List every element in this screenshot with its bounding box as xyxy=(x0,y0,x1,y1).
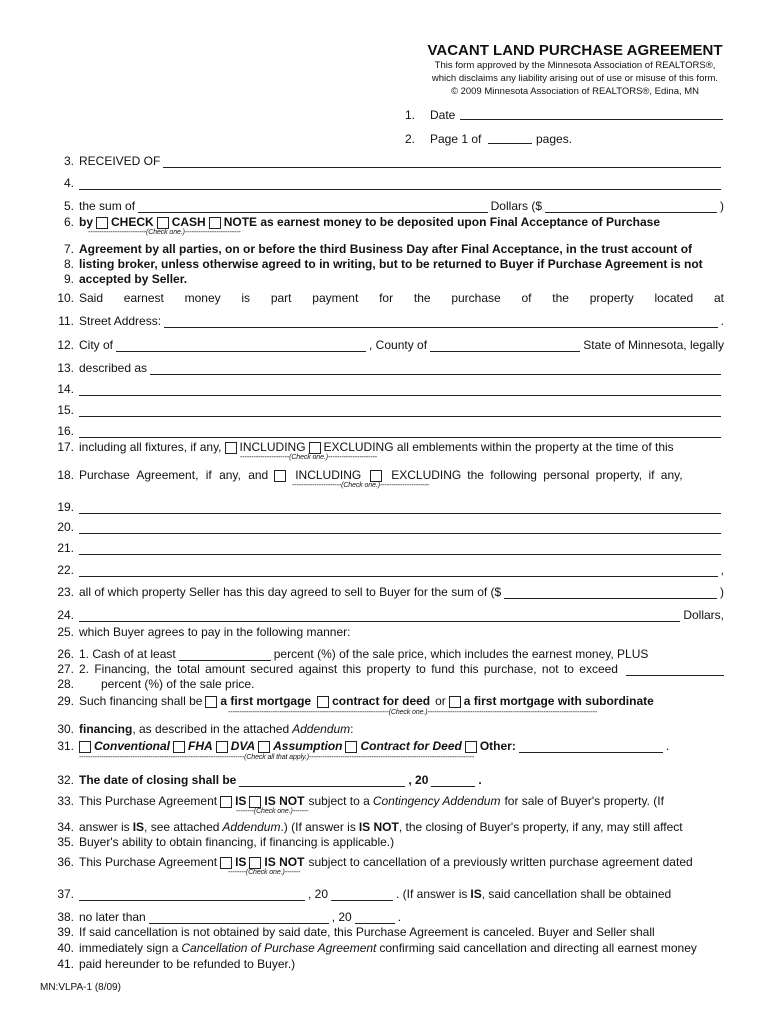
period: . xyxy=(478,773,482,787)
prior-agreement-year-field[interactable] xyxy=(331,890,393,901)
financing-text: 2. Financing, the total amount secured against this property to fund this purchase, not to exceed xyxy=(79,662,618,676)
legal-description-field[interactable] xyxy=(150,364,721,375)
excluding-emblements-text: EXCLUDING all emblements within the property at the time of this xyxy=(323,440,674,454)
fha-checkbox[interactable] xyxy=(173,741,185,753)
contract-for-deed-label: contract for deed xyxy=(332,694,431,708)
line-number: 28. xyxy=(57,677,74,691)
conventional-label: Conventional xyxy=(94,739,171,753)
copyright: © 2009 Minnesota Association of REALTORS®, Edina, MN xyxy=(450,86,700,97)
cancellation-text: subject to cancellation of a previously written purchase agreement dated xyxy=(308,855,693,869)
is-label: IS xyxy=(235,855,247,869)
described-as-label: described as xyxy=(79,361,148,375)
pa-label: This Purchase Agreement xyxy=(79,855,218,869)
other-checkbox[interactable] xyxy=(465,741,477,753)
sum-of-field[interactable] xyxy=(138,202,488,213)
line-number: 33. xyxy=(57,794,74,808)
line-number: 8. xyxy=(63,257,74,271)
contingency-is-not-checkbox[interactable] xyxy=(249,796,261,808)
line-25: which Buyer agrees to pay in the following manner: xyxy=(79,625,351,639)
city-label: City of xyxy=(79,338,114,352)
closing-year-field[interactable] xyxy=(431,776,475,787)
line-number: 30. xyxy=(57,722,74,736)
line-number: 37. xyxy=(57,887,74,901)
dva-label: DVA xyxy=(230,739,256,753)
first-mortgage-subordinate-checkbox[interactable] xyxy=(449,696,461,708)
line-21-field[interactable] xyxy=(79,544,721,555)
word: located xyxy=(654,291,694,305)
word: property xyxy=(589,291,634,305)
financing-label: financing xyxy=(79,722,133,736)
received-of-label: RECEIVED OF xyxy=(79,154,161,168)
line-39: If said cancellation is not obtained by said date, this Purchase Agreement is canceled. Buyer and Seller shall xyxy=(79,925,655,939)
closing-date-field[interactable] xyxy=(239,776,405,787)
county-field[interactable] xyxy=(430,341,580,352)
word: earnest xyxy=(123,291,164,305)
line-number: 23. xyxy=(57,585,74,599)
pa-label: This Purchase Agreement xyxy=(79,794,218,808)
cancellation-year-field[interactable] xyxy=(355,913,395,924)
fixtures-text: including all fixtures, if any, xyxy=(79,440,222,454)
street-address-field[interactable] xyxy=(164,317,718,328)
including-label: INCLUDING xyxy=(239,440,306,454)
assumption-checkbox[interactable] xyxy=(258,741,270,753)
street-address-label: Street Address: xyxy=(79,314,162,328)
other-label: Other: xyxy=(479,739,516,753)
line-14-field[interactable] xyxy=(79,385,721,396)
word: of xyxy=(521,291,532,305)
close-paren: ) xyxy=(720,585,724,599)
word: for xyxy=(379,291,394,305)
contract-for-deed-financing-checkbox[interactable] xyxy=(345,741,357,753)
is-not-label: IS NOT xyxy=(264,855,305,869)
contingency-addendum-label: Contingency Addendum xyxy=(372,794,501,808)
closing-date-label: The date of closing shall be xyxy=(79,773,237,787)
check-one-note: ----------------------(Check one.)---------------------- xyxy=(240,454,378,461)
check-one-note: ------------------------------------------------------------------------(Check one.)---------------------------------------------------------------------------- xyxy=(228,709,598,716)
line-number: 12. xyxy=(57,338,74,352)
word: at xyxy=(713,291,724,305)
line-number: 26. xyxy=(57,647,74,661)
word: the xyxy=(413,291,431,305)
period: . xyxy=(397,910,402,924)
line-number: 40. xyxy=(57,941,74,955)
text: , said cancellation shall be obtained xyxy=(481,887,672,901)
including-label: INCLUDING xyxy=(295,468,362,482)
line-number: 2. xyxy=(405,132,416,146)
fha-label: FHA xyxy=(188,739,213,753)
line-number: 11. xyxy=(58,314,74,328)
cash-checkbox[interactable] xyxy=(157,217,169,229)
assumption-label: Assumption xyxy=(273,739,343,753)
line-number: 13. xyxy=(57,361,74,375)
line-number: 25. xyxy=(57,625,74,639)
line-number: 27. xyxy=(57,662,74,676)
line-number: 1. xyxy=(405,108,416,122)
note-checkbox[interactable] xyxy=(209,217,221,229)
line-number: 32. xyxy=(57,773,74,787)
line-number: 14. xyxy=(57,382,74,396)
contingency-is-checkbox[interactable] xyxy=(220,796,232,808)
word: part xyxy=(270,291,292,305)
line-10 xyxy=(79,290,724,305)
excluding-fixtures-checkbox[interactable] xyxy=(309,442,321,454)
line-number: 19. xyxy=(57,500,74,514)
line-number: 41. xyxy=(57,957,74,971)
addendum-label: Addendum xyxy=(292,722,351,736)
line-number: 15. xyxy=(57,403,74,417)
check-label: CHECK xyxy=(111,215,154,229)
other-field[interactable] xyxy=(519,742,663,753)
text: , see attached xyxy=(144,820,220,834)
line-number: 5. xyxy=(63,199,74,213)
year-prefix: , 20 xyxy=(308,887,329,901)
dollars-amount-field[interactable] xyxy=(545,202,717,213)
cancellation-form-label: Cancellation of Purchase Agreement xyxy=(181,941,377,955)
text: .) (If answer is xyxy=(280,820,356,834)
financing-percent-field[interactable] xyxy=(626,665,724,676)
total-pages-field[interactable] xyxy=(488,132,532,144)
line-number: 4. xyxy=(63,176,74,190)
line-number: 16. xyxy=(57,424,74,438)
text: . (If answer is xyxy=(396,887,468,901)
text: immediately sign a xyxy=(79,941,179,955)
period: . xyxy=(665,739,670,753)
line-16-field[interactable] xyxy=(79,427,721,438)
sale-price-amount-field[interactable] xyxy=(504,588,717,599)
line-15-field[interactable] xyxy=(79,406,721,417)
line-number: 29. xyxy=(57,694,74,708)
excluding-label: EXCLUDING xyxy=(391,468,462,482)
line-number: 36. xyxy=(57,855,74,869)
year-prefix: , 20 xyxy=(331,910,352,924)
contract-for-deed-financing-label: Contract for Deed xyxy=(360,739,462,753)
line-number: 34. xyxy=(57,820,74,834)
buyer-property-text: for sale of Buyer's property. (If xyxy=(504,794,664,808)
state-label: State of Minnesota, legally xyxy=(583,338,724,352)
dva-checkbox[interactable] xyxy=(216,741,228,753)
text: confirming said cancellation and directing all earnest money xyxy=(379,941,697,955)
cancellation-is-checkbox[interactable] xyxy=(220,857,232,869)
line-number: 20. xyxy=(57,520,74,534)
is-label: IS xyxy=(235,794,247,808)
line-4-field[interactable] xyxy=(79,179,721,190)
form-id: MN:VLPA-1 (8/09) xyxy=(40,982,121,993)
received-of-field[interactable] xyxy=(163,157,721,168)
line-number: 39. xyxy=(57,925,74,939)
line-number: 9. xyxy=(63,272,74,286)
text: answer is xyxy=(79,820,130,834)
word: payment xyxy=(312,291,359,305)
word: Said xyxy=(79,291,104,305)
text: , the closing of Buyer's property, if any, may still affect xyxy=(398,820,683,834)
contract-for-deed-checkbox[interactable] xyxy=(317,696,329,708)
line-19-field[interactable] xyxy=(79,503,721,514)
word: purchase xyxy=(451,291,501,305)
first-mortgage-checkbox[interactable] xyxy=(205,696,217,708)
line-number: 6. xyxy=(63,215,74,229)
pages-label: pages. xyxy=(536,132,573,146)
first-mortgage-subordinate-label: a first mortgage with subordinate xyxy=(463,694,654,708)
no-later-than-label: no later than xyxy=(79,910,146,924)
county-label: , County of xyxy=(369,338,428,352)
date-field[interactable] xyxy=(460,108,723,120)
following-text: the following personal property, if any, xyxy=(467,468,683,482)
described-attached-text: , as described in the attached xyxy=(132,722,290,736)
check-one-note: --------------------------(Check one.)------------------------- xyxy=(88,229,241,236)
line-20-field[interactable] xyxy=(79,523,721,534)
is-not-label: IS NOT xyxy=(358,820,399,834)
line-7: Agreement by all parties, on or before the third Business Day after Final Acceptance, in the trust account of xyxy=(79,242,693,256)
check-one-note: --------(Check one.)------- xyxy=(236,808,309,815)
or-label: or xyxy=(435,694,446,708)
including-fixtures-checkbox[interactable] xyxy=(225,442,237,454)
by-label: by xyxy=(79,215,94,229)
line-number: 10. xyxy=(57,291,74,305)
line-35: Buyer's ability to obtain financing, if financing is applicable.) xyxy=(79,835,395,849)
dollars-label: Dollars ($ xyxy=(490,199,542,213)
prior-agreement-date-field[interactable] xyxy=(79,890,305,901)
date-label: Date xyxy=(430,108,456,122)
dollars-label: Dollars, xyxy=(683,608,724,622)
check-checkbox[interactable] xyxy=(96,217,108,229)
addendum-label: Addendum xyxy=(222,820,281,834)
line-9: accepted by Seller. xyxy=(79,272,188,286)
line-number: 17. xyxy=(57,440,74,454)
is-label: IS xyxy=(132,820,145,834)
approval-line-1: This form approved by the Minnesota Association of REALTORS®, xyxy=(434,60,716,71)
sum-of-label: the sum of xyxy=(79,199,136,213)
cash-percent-field[interactable] xyxy=(179,650,271,661)
line-28: percent (%) of the sale price. xyxy=(101,677,255,691)
word: the xyxy=(552,291,569,305)
line-8: listing broker, unless otherwise agreed to in writing, but to be returned to Buyer if Purchase Agreement is not xyxy=(79,257,703,271)
line-number: 35. xyxy=(57,835,74,849)
line-41: paid hereunder to be refunded to Buyer.) xyxy=(79,957,296,971)
approval-line-2: which disclaims any liability arising out of use or misuse of this form. xyxy=(431,73,719,84)
including-personal-checkbox[interactable] xyxy=(274,470,286,482)
is-label: IS xyxy=(470,887,482,901)
line-number: 38. xyxy=(57,910,74,924)
line-number: 31. xyxy=(57,739,74,753)
line-22-field[interactable] xyxy=(79,566,718,577)
year-prefix: , 20 xyxy=(408,773,429,787)
first-mortgage-label: a first mortgage xyxy=(220,694,312,708)
line-number: 21. xyxy=(57,541,74,555)
word: is xyxy=(241,291,251,305)
cancellation-deadline-field[interactable] xyxy=(149,913,329,924)
check-one-note: ----------------------(Check one.)---------------------- xyxy=(292,482,430,489)
line-number: 18. xyxy=(57,468,74,482)
conventional-checkbox[interactable] xyxy=(79,741,91,753)
period: . xyxy=(720,314,724,328)
note-text: NOTE as earnest money to be deposited upon Final Acceptance of Purchase xyxy=(223,215,661,229)
page-title: VACANT LAND PURCHASE AGREEMENT xyxy=(427,42,723,59)
check-all-note: --------------------------------------------------------------------------(Check all that apply.)-------------------------------------------------------------------------- xyxy=(79,754,475,761)
word: money xyxy=(184,291,221,305)
line-number: 7. xyxy=(63,242,74,256)
cash-percent-text: percent (%) of the sale price, which includes the earnest money, PLUS xyxy=(273,647,649,661)
comma: , xyxy=(720,563,724,577)
line-number: 22. xyxy=(57,563,74,577)
city-field[interactable] xyxy=(116,341,366,352)
sale-price-words-field[interactable] xyxy=(79,611,680,622)
cash-at-least-text: 1. Cash of at least xyxy=(79,647,176,661)
line-number: 24. xyxy=(57,608,74,622)
excluding-personal-checkbox[interactable] xyxy=(370,470,382,482)
cash-label: CASH xyxy=(171,215,206,229)
line-23-text: all of which property Seller has this day agreed to sell to Buyer for the sum of ($ xyxy=(79,585,502,599)
check-one-note: --------(Check one.)------- xyxy=(228,869,301,876)
is-not-label: IS NOT xyxy=(264,794,305,808)
subject-to-text: subject to a xyxy=(308,794,370,808)
cancellation-is-not-checkbox[interactable] xyxy=(249,857,261,869)
line-number: 3. xyxy=(63,154,74,168)
financing-shall-be-text: Such financing shall be xyxy=(79,694,203,708)
close-paren: ) xyxy=(720,199,724,213)
pa-if-any-text: Purchase Agreement, if any, and xyxy=(79,468,269,482)
page-of-label: Page 1 of xyxy=(430,132,482,146)
